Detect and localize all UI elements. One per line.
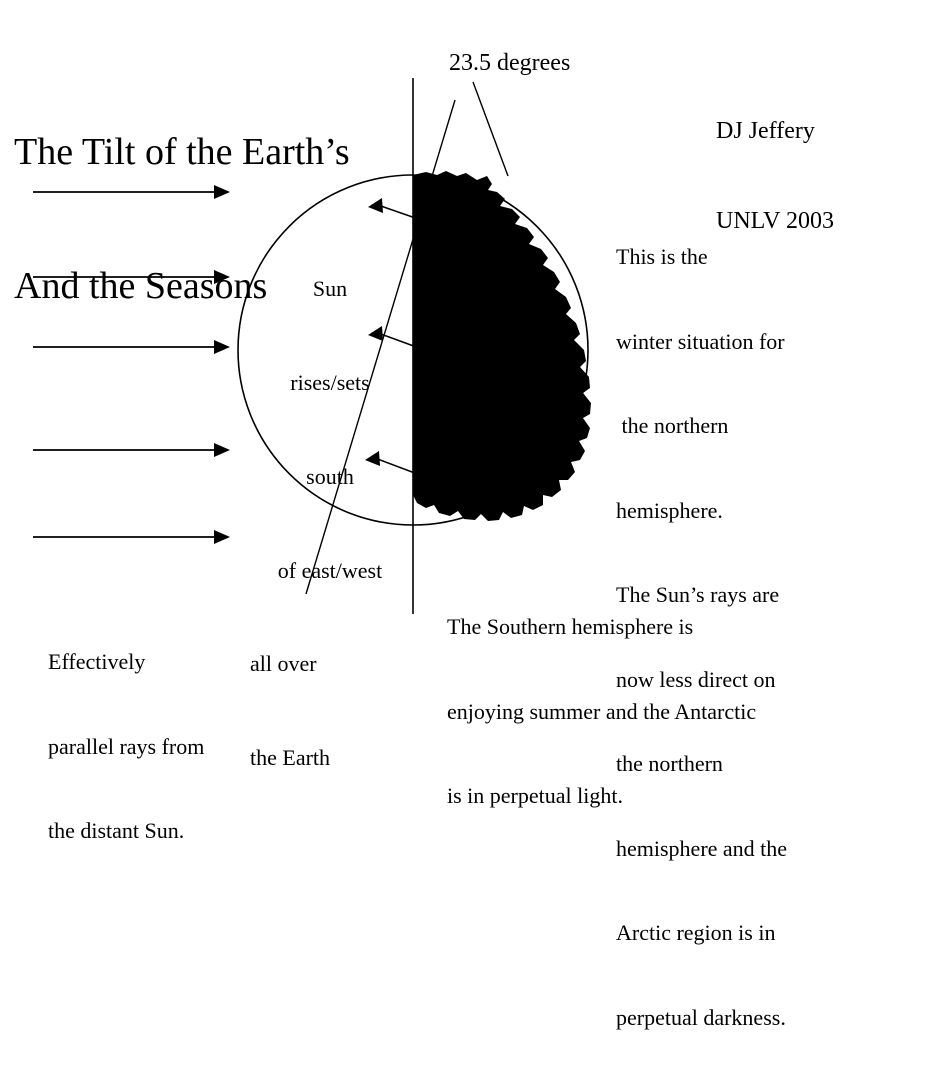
tilt-angle-label: 23.5 degrees — [449, 50, 571, 76]
sun-rise-set-annotation — [250, 211, 410, 836]
south-note-line-2: enjoying summer and the Antarctic — [447, 698, 757, 724]
winter-note-line-8: hemisphere and the — [616, 835, 788, 861]
rays-note-line-3: the distant Sun. — [48, 818, 185, 844]
south-note-line-1: The Southern hemisphere is — [447, 614, 694, 640]
author-affiliation-year: UNLV 2003 — [716, 208, 835, 234]
south-note-line-3: is in perpetual light. — [447, 783, 623, 809]
winter-note-line-4: hemisphere. — [616, 497, 723, 523]
diagram-title-line-1: The Tilt of the Earth’s — [14, 130, 350, 173]
rays-note-line-1: Effectively — [48, 649, 146, 675]
winter-note-line-3: the northern — [616, 413, 729, 439]
sun-note-line-2: rises/sets — [290, 370, 370, 396]
winter-note-line-2: winter situation for — [616, 328, 785, 354]
winter-note-line-9: Arctic region is in — [616, 920, 776, 946]
diagram-title-line-2: And the Seasons — [14, 265, 268, 308]
sun-note-line-5: all over — [250, 651, 317, 677]
southern-summer-annotation — [447, 557, 756, 867]
earth-night-side — [413, 171, 591, 521]
winter-note-line-1: This is the — [616, 244, 708, 270]
winter-note-line-10: perpetual darkness. — [616, 1004, 786, 1030]
sun-note-line-6: the Earth — [250, 744, 331, 770]
parallel-rays-annotation — [48, 592, 204, 902]
sun-note-line-4: of east/west — [277, 557, 383, 583]
winter-note-line-6: now less direct on — [616, 666, 776, 692]
sun-note-line-3: south — [306, 463, 354, 489]
rays-note-line-2: parallel rays from — [48, 733, 205, 759]
tilt-label-leader-line — [473, 82, 508, 176]
winter-note-line-7: the northern — [616, 751, 723, 777]
author-name: DJ Jeffery — [716, 118, 815, 144]
winter-note-line-5: The Sun’s rays are — [616, 582, 780, 608]
sun-note-line-1: Sun — [312, 276, 348, 302]
